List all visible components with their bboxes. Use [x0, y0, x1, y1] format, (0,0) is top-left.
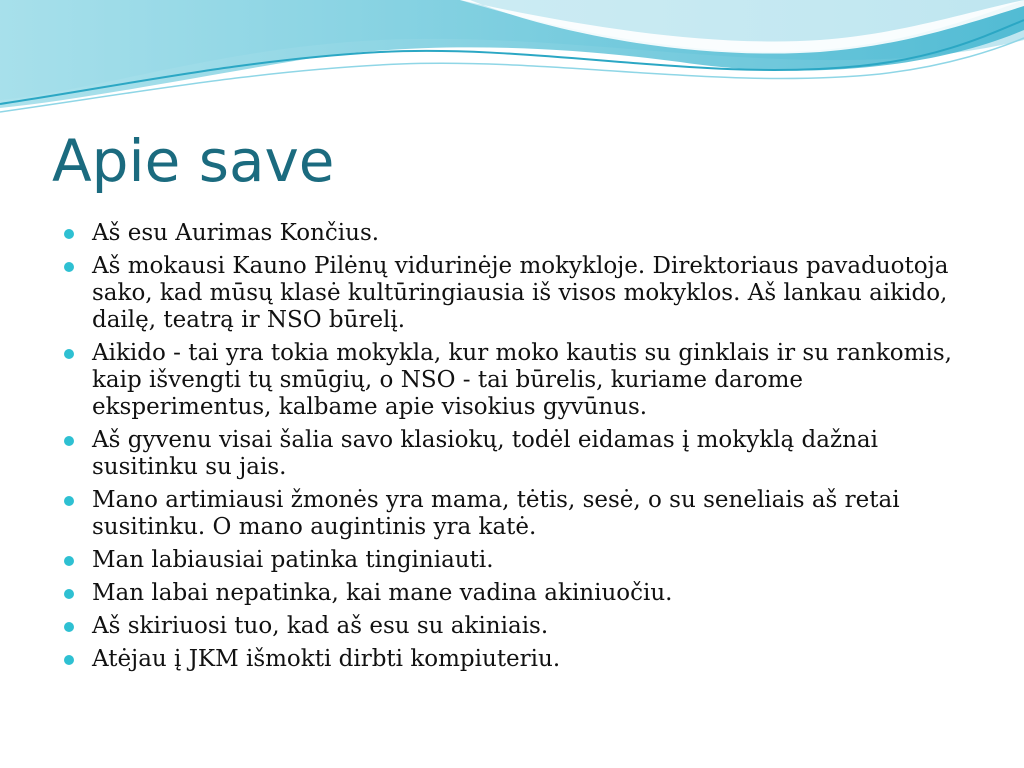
list-item-text: Aš mokausi Kauno Pilėnų vidurinėje mokykloje. Direktoriaus pavaduotoja sako, kad mūsų klasė kultūringiausia iš visos mokyklos. Aš lankau aikido, dailę, teatrą ir NSO būrelį.	[92, 253, 949, 333]
list-item-text: Man labai nepatinka, kai mane vadina akiniuočiu.	[92, 580, 673, 606]
bullet-dot-icon	[64, 436, 74, 446]
list-item-text: Aš esu Aurimas Končius.	[92, 220, 380, 246]
bullet-dot-icon	[64, 622, 74, 632]
bullet-dot-icon	[64, 496, 74, 506]
list-item	[62, 547, 982, 574]
bullet-dot-icon	[64, 349, 74, 359]
bullet-dot-icon	[64, 262, 74, 272]
list-item	[62, 646, 982, 673]
header-wave-decoration	[0, 0, 1024, 130]
list-item	[62, 427, 982, 481]
list-item-text: Man labiausiai patinka tinginiauti.	[92, 547, 494, 573]
bullet-dot-icon	[64, 589, 74, 599]
bullet-dot-icon	[64, 655, 74, 665]
list-item	[62, 340, 982, 421]
list-item	[62, 580, 982, 607]
bullet-dot-icon	[64, 229, 74, 239]
list-item-text: Mano artimiausi žmonės yra mama, tėtis, sesė, o su seneliais aš retai susitinku. O mano augintinis yra katė.	[92, 487, 900, 540]
list-item-text: Atėjau į JKM išmokti dirbti kompiuteriu.	[92, 646, 561, 672]
list-item-text: Aš gyvenu visai šalia savo klasiokų, todėl eidamas į mokyklą dažnai susitinku su jais.	[92, 427, 878, 480]
list-item	[62, 253, 982, 334]
list-item-text: Aš skiriuosi tuo, kad aš esu su akiniais.	[92, 613, 549, 639]
list-item-text: Aikido - tai yra tokia mokykla, kur moko kautis su ginklais ir su rankomis, kaip išvengti tų smūgių, o NSO - tai būrelis, kuriame darome eksperimentus, kalbame apie visokius gyvūnus.	[92, 340, 952, 420]
list-item	[62, 613, 982, 640]
list-item	[62, 487, 982, 541]
slide-title: Apie save	[52, 127, 335, 195]
bullet-list	[62, 220, 982, 679]
bullet-dot-icon	[64, 556, 74, 566]
list-item	[62, 220, 982, 247]
